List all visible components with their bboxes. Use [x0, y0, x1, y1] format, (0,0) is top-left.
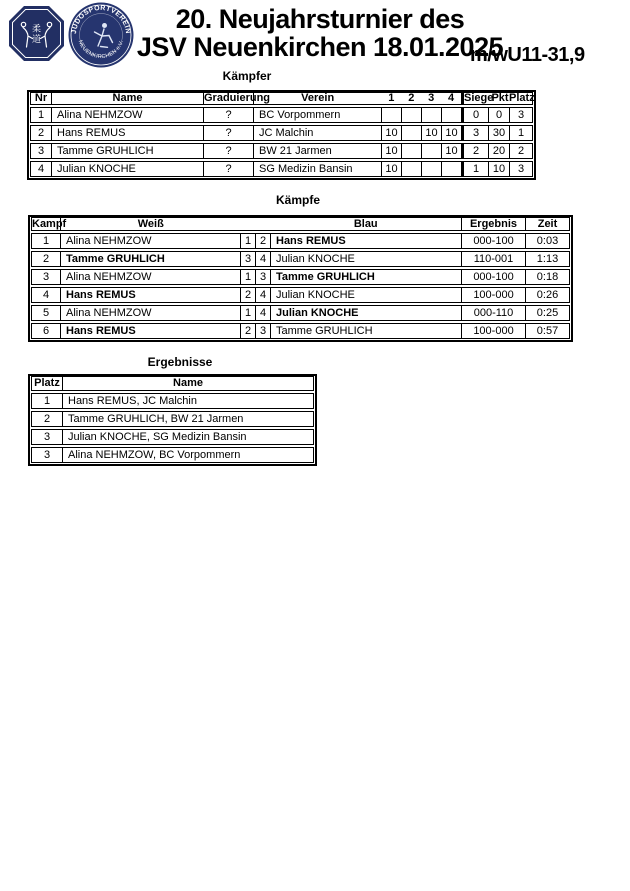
judo-kanji-top: 柔: [31, 23, 42, 34]
cell-round3: 10: [422, 125, 442, 141]
cell-name: Tamme GRUHLICH, BW 21 Jarmen: [63, 411, 314, 427]
cell-weiss-name: Alina NEHMZOW: [61, 233, 241, 249]
col-header-platz: Platz: [31, 376, 63, 391]
cell-name: Julian KNOCHE, SG Medizin Bansin: [63, 429, 314, 445]
cell-weiss-nr: 1: [241, 305, 256, 321]
cell-siege: 0: [462, 107, 489, 123]
col-header-blau: Blau: [353, 218, 378, 230]
cell-blau-nr: 2: [256, 233, 271, 249]
octagon-judo-logo: [8, 5, 65, 62]
cell-pkt: 10: [489, 161, 510, 177]
cell-blau-name: Tamme GRUHLICH: [271, 269, 462, 285]
cell-blau-name: Hans REMUS: [271, 233, 462, 249]
fights-table: [28, 215, 573, 342]
fighter-row: [30, 107, 533, 123]
fights-header-row: [31, 217, 570, 231]
cell-platz: 3: [510, 107, 533, 123]
result-row: [31, 393, 314, 409]
fighter-row: [30, 143, 533, 159]
col-header-round4: 4: [448, 92, 455, 104]
cell-zeit: 1:13: [526, 251, 570, 267]
cell-round3: [422, 161, 442, 177]
cell-siege: 3: [462, 125, 489, 141]
cell-ergebnis: 000-100: [462, 233, 526, 249]
col-header-standings: [462, 92, 533, 105]
cell-round3: [422, 107, 442, 123]
col-header-graduierung: Graduierung: [204, 92, 271, 104]
col-header-verein: Verein: [301, 92, 335, 104]
cell-name: Hans REMUS, JC Malchin: [63, 393, 314, 409]
cell-graduierung: ?: [204, 143, 254, 159]
cell-name: Julian KNOCHE: [52, 161, 204, 177]
cell-kampf-nr: 4: [31, 287, 61, 303]
cell-weiss-nr: 2: [241, 323, 256, 339]
page-title-line1: 20. Neujahrsturnier des: [175, 4, 465, 34]
cell-blau-nr: 3: [256, 269, 271, 285]
col-header-name: Name: [52, 92, 204, 105]
col-header-verein-rounds: [254, 92, 462, 105]
cell-round4: 10: [442, 125, 462, 141]
cell-blau-name: Tamme GRUHLICH: [271, 323, 462, 339]
cell-verein: SG Medizin Bansin: [254, 161, 382, 177]
result-row: [31, 447, 314, 463]
fight-row: [31, 323, 570, 339]
col-header-pkt: Pkt: [491, 92, 509, 104]
fight-row: [31, 251, 570, 267]
cell-platz: 3: [31, 429, 63, 445]
cell-platz: 2: [31, 411, 63, 427]
fight-row: [31, 287, 570, 303]
cell-weiss-nr: 2: [241, 287, 256, 303]
cell-zeit: 0:26: [526, 287, 570, 303]
fighter-row: [30, 161, 533, 177]
cell-round2: [402, 125, 422, 141]
col-header-ergebnis: Ergebnis: [462, 217, 526, 231]
cell-kampf-nr: 6: [31, 323, 61, 339]
cell-platz: 1: [510, 125, 533, 141]
cell-name: Hans REMUS: [52, 125, 204, 141]
cell-round2: [402, 161, 422, 177]
cell-round4: [442, 107, 462, 123]
fight-row: [31, 305, 570, 321]
cell-round1: 10: [382, 143, 402, 159]
col-header-weiss: Weiß: [137, 218, 164, 230]
cell-nr: 3: [30, 143, 52, 159]
cell-graduierung: ?: [204, 125, 254, 141]
cell-blau-name: Julian KNOCHE: [271, 305, 462, 321]
cell-zeit: 0:03: [526, 233, 570, 249]
cell-zeit: 0:25: [526, 305, 570, 321]
cell-platz: 2: [510, 143, 533, 159]
result-row: [31, 429, 314, 445]
club-name-arc-top: JUDOSPORTVEREIN: [70, 4, 132, 35]
cell-kampf-nr: 1: [31, 233, 61, 249]
fight-row: [31, 269, 570, 285]
cell-name: Alina NEHMZOW: [52, 107, 204, 123]
cell-zeit: 0:57: [526, 323, 570, 339]
fighters-table: [27, 90, 536, 180]
cell-weiss-name: Alina NEHMZOW: [61, 269, 241, 285]
cell-blau-nr: 3: [256, 323, 271, 339]
cell-round1: [382, 107, 402, 123]
col-header-round3: 3: [428, 92, 435, 104]
col-header-name: Name: [63, 376, 314, 391]
page-title-line2: JSV Neuenkirchen 18.01.2025: [136, 32, 504, 62]
col-header-round2: 2: [408, 92, 415, 104]
results-header-row: [31, 376, 314, 391]
cell-kampf-nr: 3: [31, 269, 61, 285]
cell-weiss-name: Hans REMUS: [61, 323, 241, 339]
cell-ergebnis: 100-000: [462, 287, 526, 303]
cell-nr: 4: [30, 161, 52, 177]
cell-round4: [442, 161, 462, 177]
col-header-spacer: [241, 218, 271, 230]
col-header-weiss-blau: [61, 217, 462, 231]
cell-siege: 2: [462, 143, 489, 159]
cell-kampf-nr: 2: [31, 251, 61, 267]
cell-platz: 3: [31, 447, 63, 463]
cell-graduierung: ?: [204, 161, 254, 177]
cell-platz: 1: [31, 393, 63, 409]
cell-blau-nr: 4: [256, 251, 271, 267]
cell-round4: 10: [442, 143, 462, 159]
fighter-row: [30, 125, 533, 141]
fighters-header-row: [30, 92, 533, 105]
cell-ergebnis: 000-110: [462, 305, 526, 321]
col-header-kampf: Kampf: [32, 218, 67, 230]
cell-name: Tamme GRUHLICH: [52, 143, 204, 159]
cell-round3: [422, 143, 442, 159]
cell-weiss-nr: 1: [241, 233, 256, 249]
cell-pkt: 20: [489, 143, 510, 159]
cell-kampf-nr: 5: [31, 305, 61, 321]
cell-zeit: 0:18: [526, 269, 570, 285]
cell-weiss-name: Alina NEHMZOW: [61, 305, 241, 321]
col-header-round1: 1: [388, 92, 395, 104]
cell-round2: [402, 107, 422, 123]
fight-row: [31, 233, 570, 249]
cell-weiss-nr: 1: [241, 269, 256, 285]
cell-round1: 10: [382, 161, 402, 177]
results-section-title: Ergebnisse: [147, 355, 213, 369]
cell-name: Alina NEHMZOW, BC Vorpommern: [63, 447, 314, 463]
cell-verein: JC Malchin: [254, 125, 382, 141]
cell-weiss-nr: 3: [241, 251, 256, 267]
octagon-logo-graphic: [8, 5, 65, 62]
club-name-arc-bottom: NEUENKIRCHEN e.V.: [76, 39, 126, 61]
cell-weiss-name: Hans REMUS: [61, 287, 241, 303]
cell-round2: [402, 143, 422, 159]
fighters-section-title: Kämpfer: [222, 69, 272, 83]
cell-pkt: 0: [489, 107, 510, 123]
cell-ergebnis: 110-001: [462, 251, 526, 267]
cell-round1: 10: [382, 125, 402, 141]
results-table: [28, 374, 317, 466]
cell-ergebnis: 000-100: [462, 269, 526, 285]
cell-verein: BW 21 Jarmen: [254, 143, 382, 159]
col-header-zeit: Zeit: [526, 217, 570, 231]
cell-blau-name: Julian KNOCHE: [271, 251, 462, 267]
judo-kanji-bottom: 道: [31, 34, 42, 44]
cell-nr: 1: [30, 107, 52, 123]
cell-pkt: 30: [489, 125, 510, 141]
fights-section-title: Kämpfe: [275, 193, 320, 207]
col-header-platz: Platz: [509, 92, 535, 104]
result-row: [31, 411, 314, 427]
cell-ergebnis: 100-000: [462, 323, 526, 339]
cell-blau-nr: 4: [256, 287, 271, 303]
cell-verein: BC Vorpommern: [254, 107, 382, 123]
cell-blau-nr: 4: [256, 305, 271, 321]
cell-nr: 2: [30, 125, 52, 141]
cell-siege: 1: [462, 161, 489, 177]
cell-platz: 3: [510, 161, 533, 177]
weight-class-label: m/wU11-31,9: [470, 44, 585, 66]
cell-blau-name: Julian KNOCHE: [271, 287, 462, 303]
cell-weiss-name: Tamme GRUHLICH: [61, 251, 241, 267]
cell-graduierung: ?: [204, 107, 254, 123]
col-header-nr: Nr: [30, 92, 52, 105]
col-header-siege: Siege: [464, 92, 494, 104]
